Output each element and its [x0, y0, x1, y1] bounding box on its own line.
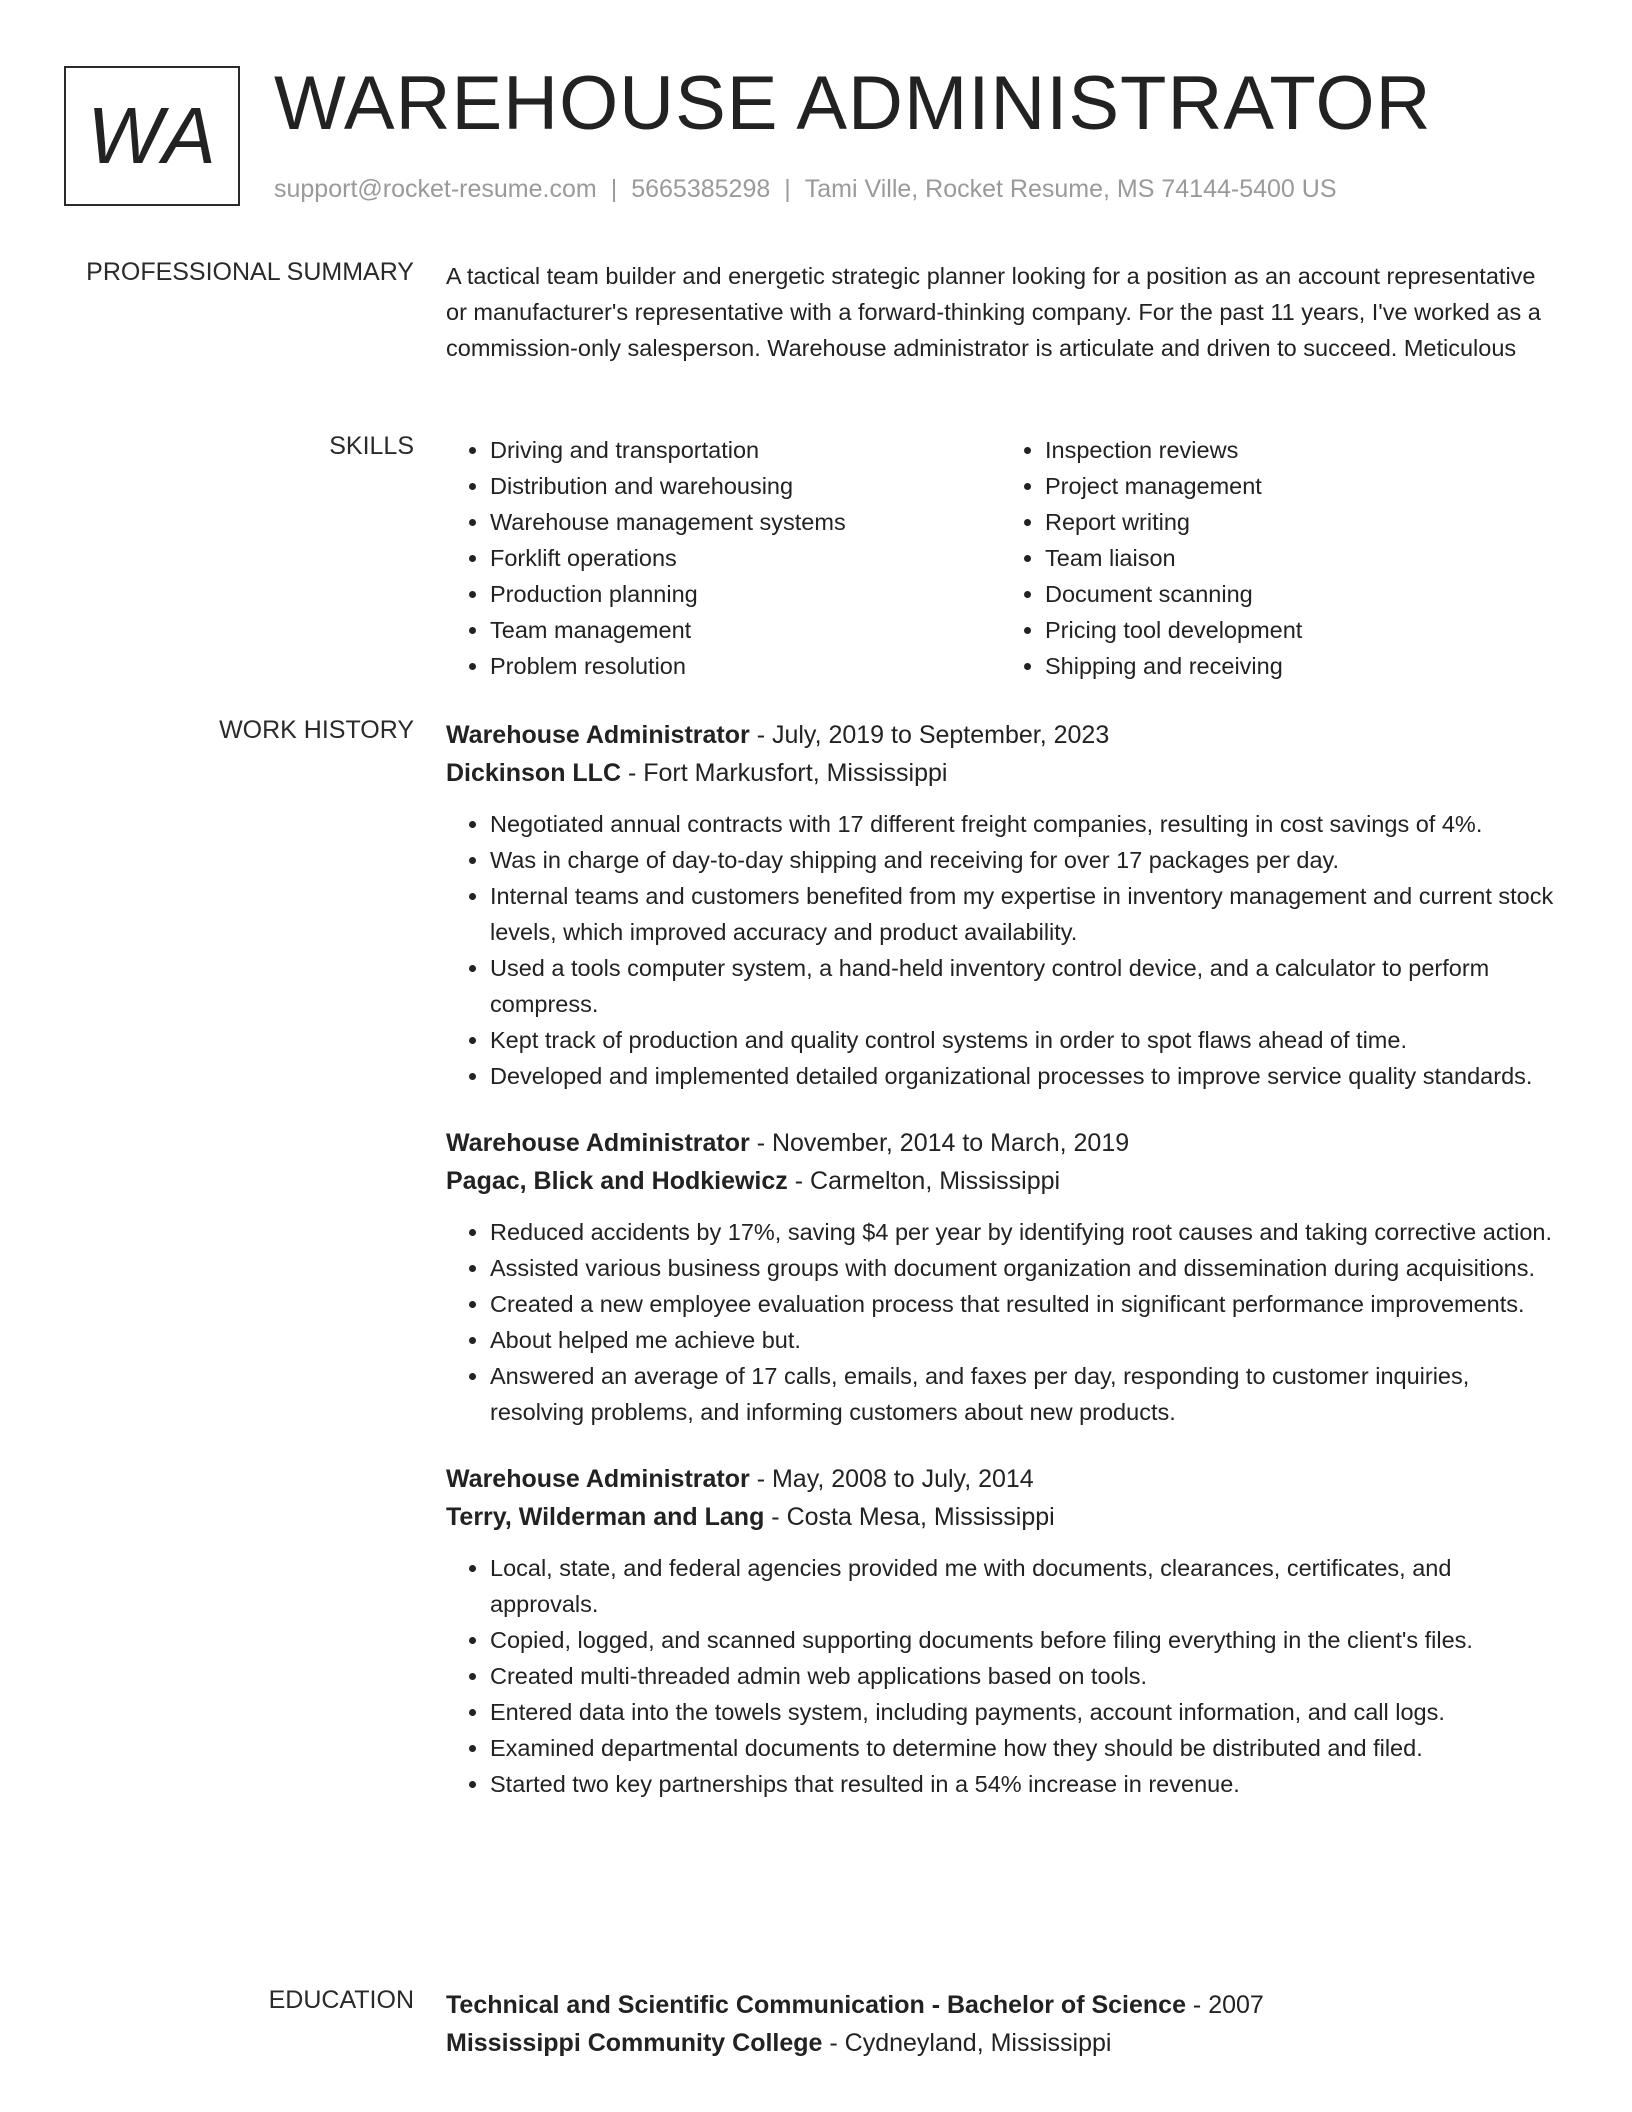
job-bullet: • Developed and implemented detailed organizational processes to improve service quality standards. — [490, 1058, 1556, 1094]
skills-list-right — [1001, 432, 1556, 684]
skill-item: • Distribution and warehousing — [490, 468, 1001, 504]
skill-item: • Shipping and receiving — [1045, 648, 1556, 684]
skill-item: • Driving and transportation — [490, 432, 1001, 468]
job-bullet: • Answered an average of 17 calls, emails, and faxes per day, responding to customer inquiries, resolving problems, and informing customers about new products. — [490, 1358, 1556, 1430]
education-location: - Cydneyland, Mississippi — [822, 2029, 1112, 2057]
job-company: Pagac, Blick and Hodkiewicz — [446, 1167, 788, 1195]
skill-item: • Problem resolution — [490, 648, 1001, 684]
job-bullet: • About helped me achieve but. — [490, 1322, 1556, 1358]
contact-phone: 5665385298 — [631, 175, 771, 203]
contact-separator: | — [784, 175, 791, 203]
job-company-line — [446, 1162, 1556, 1200]
contact-email: support@rocket-resume.com — [274, 175, 597, 203]
job-bullet: • Created a new employee evaluation process that resulted in significant performance improvements. — [490, 1286, 1556, 1322]
job-dates: - May, 2008 to July, 2014 — [749, 1465, 1034, 1493]
skills-columns — [446, 432, 1556, 684]
education-year: - 2007 — [1185, 1991, 1264, 2019]
job-bullet: • Copied, logged, and scanned supporting documents before filing everything in the client's files. — [490, 1622, 1556, 1658]
section-label-summary: PROFESSIONAL SUMMARY — [86, 258, 414, 286]
section-label-work-history: WORK HISTORY — [219, 716, 414, 744]
section-label-skills: SKILLS — [329, 432, 414, 460]
job-company: Dickinson LLC — [446, 759, 622, 787]
education-school-line — [446, 2024, 1556, 2062]
section-label-education: EDUCATION — [268, 1986, 414, 2014]
job-title-line — [446, 716, 1556, 754]
contact-address: Tami Ville, Rocket Resume, MS 74144-5400 US — [804, 175, 1337, 203]
education-degree: Technical and Scientific Communication - Bachelor of Science — [446, 1991, 1186, 2019]
job-bullet: • Reduced accidents by 17%, saving $4 per year by identifying root causes and taking corrective action. — [490, 1214, 1556, 1250]
job-location: - Fort Markusfort, Mississippi — [621, 759, 948, 787]
candidate-name: WAREHOUSE ADMINISTRATOR — [274, 61, 1432, 146]
skill-item: • Team management — [490, 612, 1001, 648]
skills-list-left — [446, 432, 1001, 684]
job-bullets — [446, 1214, 1556, 1430]
skill-item: • Forklift operations — [490, 540, 1001, 576]
skill-item: • Production planning — [490, 576, 1001, 612]
job-bullets — [446, 1550, 1556, 1802]
job-bullet: • Internal teams and customers benefited from my expertise in inventory management and current stock levels, which improved accuracy and product availability. — [490, 878, 1556, 950]
jobs-list — [446, 716, 1556, 1832]
job-bullets — [446, 806, 1556, 1094]
job-bullet: • Used a tools computer system, a hand-held inventory control device, and a calculator to perform compress. — [490, 950, 1556, 1022]
job-title: Warehouse Administrator — [446, 1129, 750, 1157]
contact-separator: | — [610, 175, 618, 203]
job-title: Warehouse Administrator — [446, 721, 750, 749]
skill-item: • Document scanning — [1045, 576, 1556, 612]
job-dates: - July, 2019 to September, 2023 — [749, 721, 1110, 749]
contact-line — [274, 175, 1337, 204]
job-title-line — [446, 1460, 1556, 1498]
job-entry — [446, 1460, 1556, 1802]
job-location: - Carmelton, Mississippi — [787, 1167, 1061, 1195]
job-bullet: • Assisted various business groups with document organization and dissemination during acquisitions. — [490, 1250, 1556, 1286]
skill-item: • Team liaison — [1045, 540, 1556, 576]
job-bullet: • Kept track of production and quality control systems in order to spot flaws ahead of time. — [490, 1022, 1556, 1058]
skill-item: • Warehouse management systems — [490, 504, 1001, 540]
job-company-line — [446, 754, 1556, 792]
monogram-box — [64, 66, 240, 206]
job-entry — [446, 716, 1556, 1094]
job-title: Warehouse Administrator — [446, 1465, 750, 1493]
summary-text: A tactical team builder and energetic strategic planner looking for a position as an account representative or manufacturer's representative with a forward-thinking company. For the past 11 years, I've worked as a commission-only salesperson. Warehouse administrator is articulate and driven to succeed. Meticulous — [446, 263, 1541, 361]
job-bullet: • Negotiated annual contracts with 17 different freight companies, resulting in cost savings of 4%. — [490, 806, 1556, 842]
job-bullet: • Was in charge of day-to-day shipping and receiving for over 17 packages per day. — [490, 842, 1556, 878]
job-dates: - November, 2014 to March, 2019 — [749, 1129, 1130, 1157]
skill-item: • Inspection reviews — [1045, 432, 1556, 468]
job-title-line — [446, 1124, 1556, 1162]
monogram-initials: WA — [87, 91, 217, 180]
skill-item: • Project management — [1045, 468, 1556, 504]
job-bullet: • Started two key partnerships that resulted in a 54% increase in revenue. — [490, 1766, 1556, 1802]
education-entry — [446, 1986, 1556, 2076]
job-bullet: • Examined departmental documents to determine how they should be distributed and filed. — [490, 1730, 1556, 1766]
skill-item: • Pricing tool development — [1045, 612, 1556, 648]
job-location: - Costa Mesa, Mississippi — [764, 1503, 1055, 1531]
skill-item: • Report writing — [1045, 504, 1556, 540]
job-company: Terry, Wilderman and Lang — [446, 1503, 765, 1531]
job-bullet: • Created multi-threaded admin web applications based on tools. — [490, 1658, 1556, 1694]
job-bullet: • Local, state, and federal agencies provided me with documents, clearances, certificates, and approvals. — [490, 1550, 1556, 1622]
job-company-line — [446, 1498, 1556, 1536]
job-bullet: • Entered data into the towels system, including payments, account information, and call logs. — [490, 1694, 1556, 1730]
education-school: Mississippi Community College — [446, 2029, 823, 2057]
education-degree-line — [446, 1986, 1556, 2024]
job-entry — [446, 1124, 1556, 1430]
